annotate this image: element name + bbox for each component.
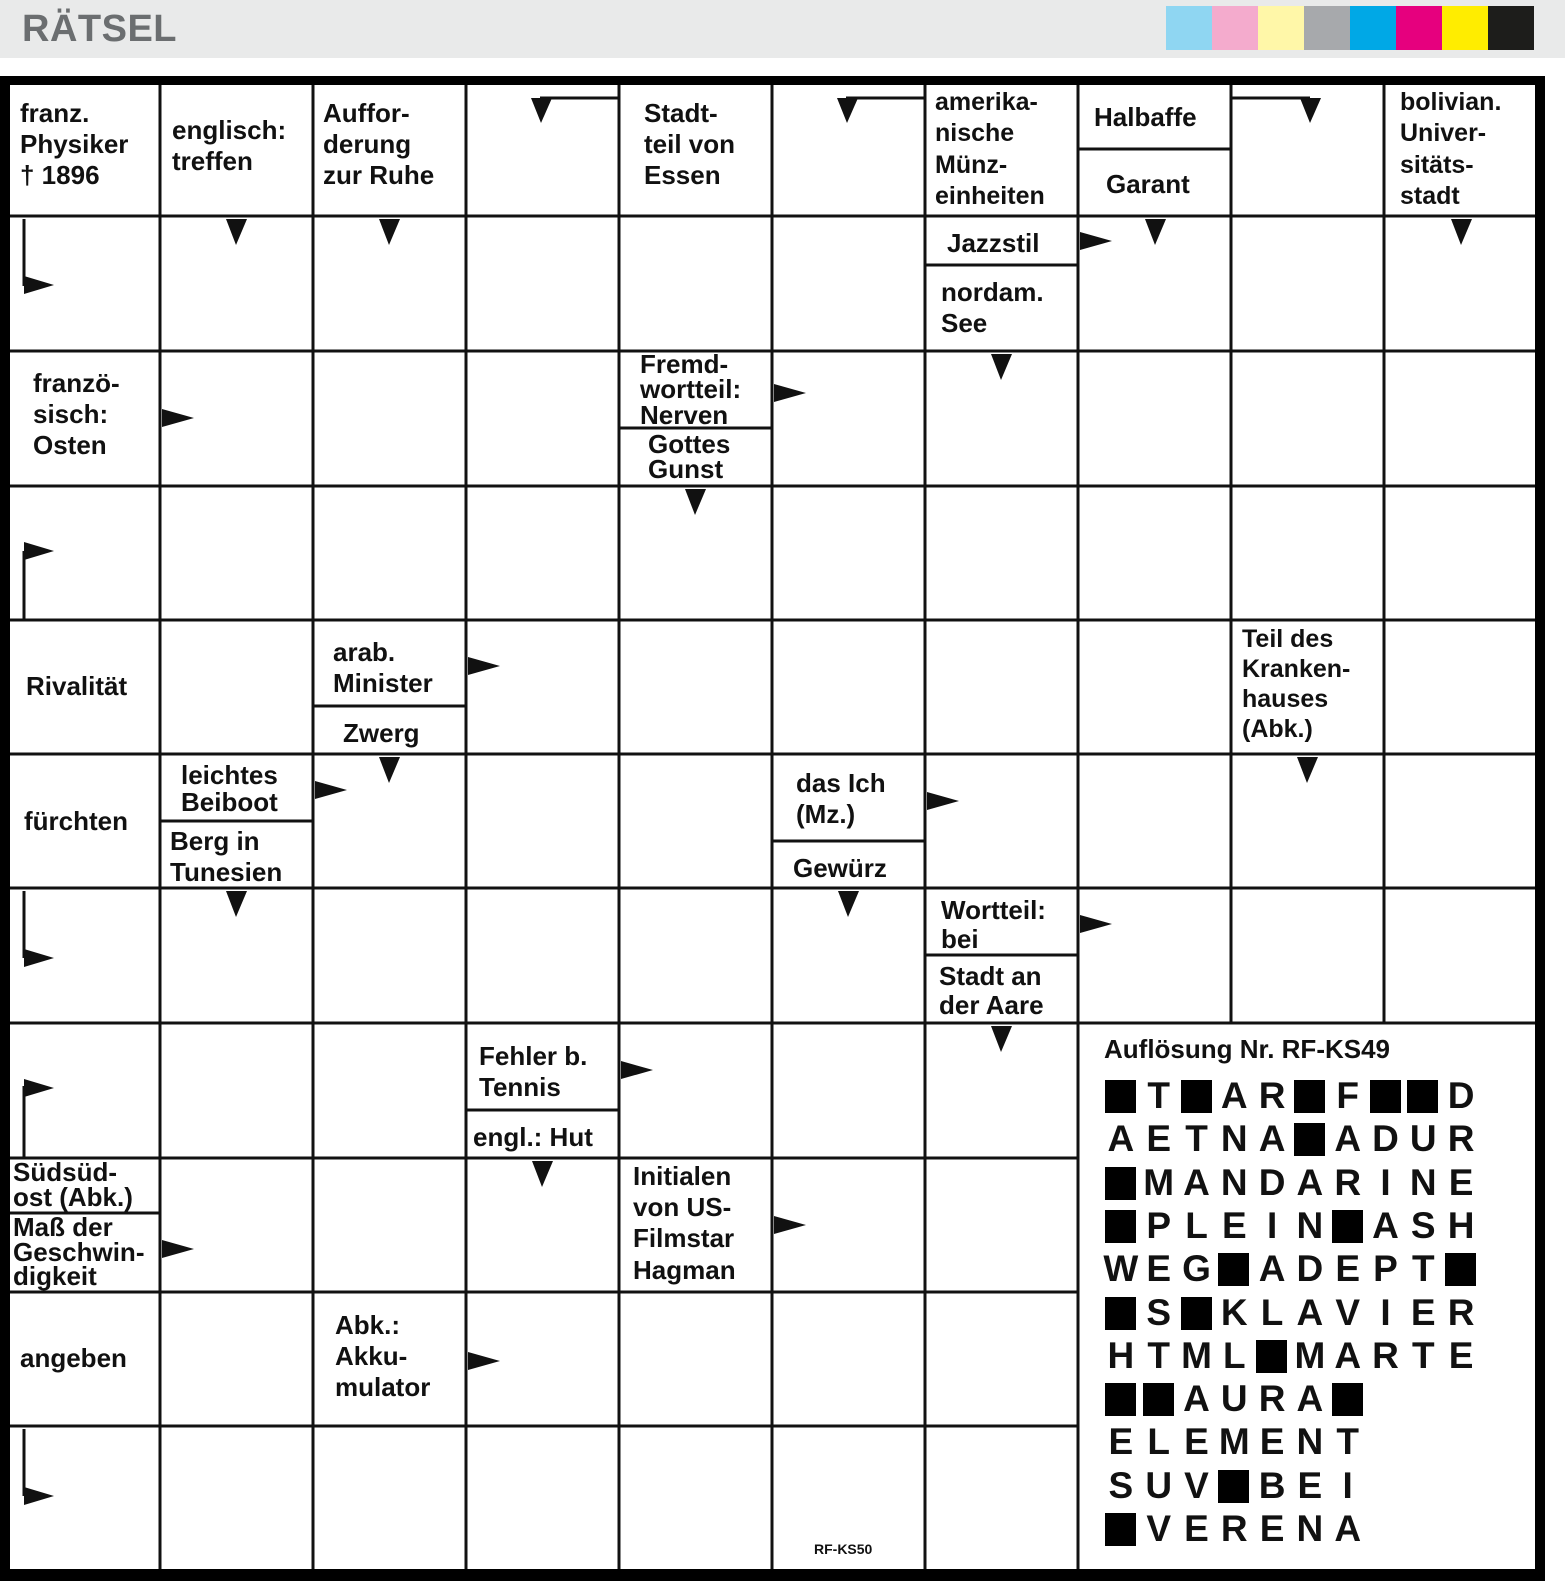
puzzle-code: RF-KS50 — [814, 1541, 873, 1557]
solution-block — [1215, 1466, 1253, 1506]
solution-row — [1102, 1466, 1367, 1506]
solution-letter: K — [1220, 1291, 1248, 1333]
solution-letter: M — [1143, 1161, 1175, 1203]
color-calibration-bar — [1166, 6, 1534, 50]
solution-letter: E — [1297, 1464, 1323, 1506]
clue-amerikanische-muenzeinheiten: amerika- nische Münz- einheiten — [935, 88, 1045, 210]
color-swatch — [1212, 6, 1258, 50]
solution-letter: R — [1372, 1334, 1399, 1376]
solution-letter: A — [1258, 1118, 1286, 1160]
solution-letter: D — [1258, 1161, 1286, 1203]
solution-letter: G — [1182, 1248, 1211, 1290]
solution-block — [1178, 1076, 1216, 1116]
solution-letter: N — [1296, 1204, 1324, 1246]
solution-letter: A — [1296, 1291, 1324, 1333]
solution-block — [1329, 1206, 1367, 1246]
clue-angeben: angeben — [20, 1343, 127, 1373]
solution-letter: A — [1183, 1378, 1210, 1420]
solution-block — [1291, 1076, 1329, 1116]
solution-block — [1102, 1379, 1140, 1419]
clue-stadt-an-der-aare: Stadt an der Aare — [939, 961, 1044, 1020]
solution-letter: W — [1103, 1248, 1139, 1290]
page-title: RÄTSEL — [22, 8, 177, 50]
solution-block — [1102, 1509, 1140, 1549]
solution-letter: A — [1296, 1161, 1324, 1203]
solution-letter: D — [1447, 1075, 1475, 1116]
clue-gewuerz: Gewürz — [793, 853, 887, 883]
solution-letter: T — [1185, 1118, 1208, 1160]
clue-abk-akkumulator: Abk.: Akku- mulator — [335, 1310, 431, 1403]
color-swatch — [1350, 6, 1396, 50]
solution-letter: I — [1266, 1204, 1278, 1246]
solution-row — [1102, 1509, 1367, 1549]
clue-fuerchten: fürchten — [24, 806, 128, 836]
solution-letter: N — [1296, 1508, 1324, 1549]
color-swatch — [1442, 6, 1488, 50]
solution-block — [1367, 1076, 1405, 1116]
solution-letter: R — [1334, 1161, 1362, 1203]
solution-row — [1102, 1422, 1367, 1462]
clue-stadtteil-von-essen: Stadt- teil von Essen — [644, 98, 736, 191]
solution-letter: P — [1373, 1248, 1398, 1290]
solution-letter: A — [1372, 1204, 1399, 1246]
solution-letter: E — [1221, 1204, 1247, 1246]
clue-das-ich-mz: das Ich (Mz.) — [796, 768, 886, 830]
clue-mass-der-geschwindigkeit: Maß der Geschwin- digkeit — [13, 1212, 145, 1292]
solution-letter: E — [1184, 1508, 1209, 1549]
solution-letter: E — [1448, 1334, 1474, 1376]
solution-title: Auflösung Nr. RF-KS49 — [1104, 1034, 1391, 1064]
solution-block — [1291, 1119, 1329, 1159]
solution-block — [1329, 1379, 1367, 1419]
clue-wortteil-bei: Wortteil: bei — [941, 895, 1046, 954]
clue-aufforderung-zur-ruhe: Auffor- derung zur Ruhe — [323, 98, 435, 191]
solution-letter: D — [1372, 1118, 1399, 1160]
clue-englisch-treffen: englisch: treffen — [172, 115, 287, 177]
clue-halbaffe: Halbaffe — [1094, 102, 1197, 132]
solution-letter: T — [1336, 1421, 1359, 1463]
solution-letter: I — [1342, 1464, 1353, 1506]
solution-letter: T — [1147, 1075, 1170, 1116]
solution-row — [1102, 1336, 1480, 1376]
solution-letter: M — [1294, 1334, 1326, 1376]
solution-block — [1215, 1249, 1253, 1289]
solution-letter: R — [1447, 1118, 1475, 1160]
solution-letter: S — [1410, 1204, 1436, 1246]
solution-letter: E — [1259, 1421, 1285, 1463]
solution-block — [1178, 1293, 1216, 1333]
solution-letter: A — [1107, 1118, 1135, 1160]
solution-row — [1102, 1293, 1480, 1333]
clue-bolivian-universitaetsstadt: bolivian. Univer- sitäts- stadt — [1400, 88, 1502, 210]
color-swatch — [1488, 6, 1534, 50]
solution-letter: L — [1222, 1334, 1246, 1376]
solution-letter: S — [1108, 1464, 1134, 1506]
header-bar — [0, 0, 1565, 58]
solution-letter: H — [1107, 1334, 1135, 1376]
solution-letter: N — [1220, 1118, 1248, 1160]
solution-block — [1102, 1206, 1140, 1246]
solution-letter: E — [1259, 1508, 1285, 1549]
solution-letter: P — [1146, 1204, 1172, 1246]
solution-letter: L — [1260, 1291, 1284, 1333]
solution-row — [1102, 1119, 1480, 1159]
solution-letter: E — [1184, 1421, 1209, 1463]
solution-letter: M — [1181, 1334, 1212, 1376]
solution-letter: V — [1184, 1464, 1209, 1506]
color-swatch — [1396, 6, 1442, 50]
solution-row — [1102, 1379, 1367, 1419]
solution-letter: T — [1411, 1248, 1435, 1290]
solution-letter: L — [1147, 1421, 1170, 1463]
solution-letter: I — [1380, 1161, 1391, 1203]
solution-letter: A — [1334, 1334, 1362, 1376]
solution-row — [1102, 1076, 1480, 1116]
clue-initialen-us-filmstar: Initialen von US- Filmstar Hagman — [633, 1161, 736, 1285]
clue-rivalitaet: Rivalität — [26, 671, 128, 701]
color-swatch — [1166, 6, 1212, 50]
clue-berg-in-tunesien: Berg in Tunesien — [170, 826, 283, 888]
solution-letter: E — [1410, 1291, 1436, 1333]
solution-block — [1404, 1076, 1442, 1116]
solution-letter: M — [1218, 1421, 1250, 1463]
solution-letter: R — [1447, 1291, 1475, 1333]
solution-row — [1102, 1249, 1480, 1289]
clue-franz-physiker: franz. Physiker † 1896 — [20, 98, 129, 191]
solution-letter: T — [1147, 1334, 1170, 1376]
solution-letter: T — [1411, 1334, 1435, 1376]
color-swatch — [1304, 6, 1350, 50]
solution-row — [1102, 1163, 1480, 1203]
solution-letter: D — [1296, 1248, 1324, 1290]
clue-arab-minister: arab. Minister — [333, 637, 433, 699]
solution-letter: U — [1220, 1378, 1248, 1420]
solution-letter: N — [1220, 1161, 1248, 1203]
solution-letter: R — [1220, 1508, 1248, 1549]
solution-letter: N — [1296, 1421, 1324, 1463]
solution-letter: U — [1409, 1118, 1437, 1160]
clue-teil-des-krankenhauses: Teil des Kranken- hauses (Abk.) — [1242, 625, 1351, 743]
solution-letter: L — [1185, 1204, 1208, 1246]
solution-block — [1442, 1249, 1480, 1289]
solution-row — [1102, 1206, 1480, 1246]
solution-letter: I — [1380, 1291, 1391, 1333]
solution-letter: R — [1258, 1075, 1286, 1116]
solution-letter: S — [1146, 1291, 1172, 1333]
solution-letter: A — [1258, 1248, 1286, 1290]
clue-jazzstil: Jazzstil — [947, 228, 1040, 258]
solution-letter: E — [1448, 1161, 1474, 1203]
clue-leichtes-beiboot: leichtes Beiboot — [181, 760, 278, 818]
solution-block — [1140, 1379, 1178, 1419]
solution-letter: V — [1335, 1291, 1361, 1333]
solution-letter: F — [1336, 1075, 1359, 1116]
solution-letter: R — [1258, 1378, 1286, 1420]
clue-zwerg: Zwerg — [343, 718, 420, 748]
solution-block — [1253, 1336, 1291, 1376]
clue-franzoesisch-osten: franzö- sisch: Osten — [33, 368, 120, 461]
solution-letter: A — [1220, 1075, 1248, 1116]
clue-gottes-gunst: Gottes Gunst — [648, 429, 731, 485]
solution-block — [1102, 1293, 1140, 1333]
solution-letter: V — [1146, 1508, 1172, 1549]
clue-garant: Garant — [1106, 169, 1190, 199]
clue-engl-hut: engl.: Hut — [473, 1122, 593, 1152]
color-swatch — [1258, 6, 1304, 50]
solution-block — [1102, 1076, 1140, 1116]
solution-letter: U — [1145, 1464, 1173, 1506]
solution-letter: E — [1146, 1248, 1172, 1290]
clue-suedsuedost-abk: Südsüd- ost (Abk.) — [13, 1157, 133, 1213]
solution-letter: E — [1108, 1421, 1134, 1463]
solution-letter: B — [1258, 1464, 1286, 1506]
clue-fehler-b-tennis: Fehler b. Tennis — [479, 1041, 588, 1103]
clue-nordam-see: nordam. See — [941, 277, 1044, 339]
solution-letter: A — [1296, 1378, 1324, 1420]
solution-letter: N — [1409, 1161, 1437, 1203]
solution-letter: A — [1183, 1161, 1210, 1203]
solution-block — [1102, 1163, 1140, 1203]
solution-letter: A — [1334, 1508, 1362, 1549]
solution-letter: E — [1335, 1248, 1361, 1290]
clue-fremdwortteil-nerven: Fremd- wortteil: Nerven — [640, 349, 742, 430]
solution-letter: E — [1146, 1118, 1172, 1160]
solution-letter: H — [1447, 1204, 1475, 1246]
solution-letter: A — [1334, 1118, 1362, 1160]
